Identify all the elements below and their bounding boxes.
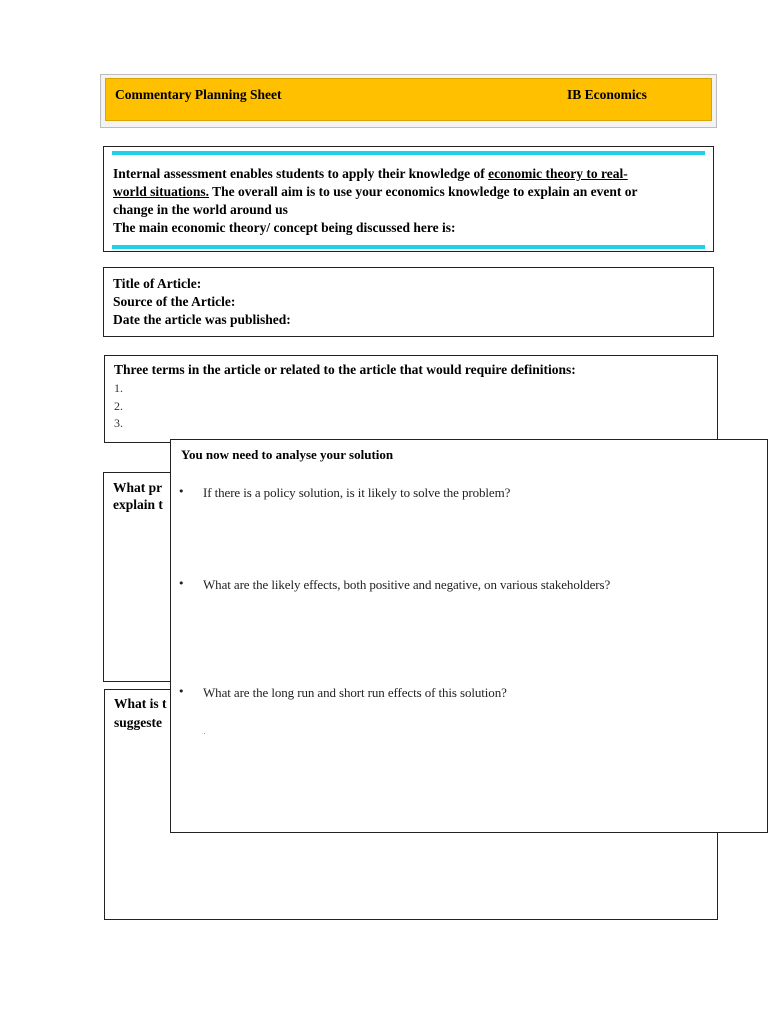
intro-box	[103, 146, 714, 252]
term-number-1: 1.	[114, 381, 123, 395]
bullet-dot-icon: •	[178, 485, 185, 498]
analysis-title: You now need to analyse your solution	[181, 447, 394, 462]
intro-line1-underlined: economic theory to real-	[488, 166, 628, 181]
article-title-label: Title of Article:	[113, 276, 202, 291]
bottom-cyan-rule	[112, 245, 705, 249]
intro-line2-underlined: world situations.	[113, 184, 210, 199]
article-box	[103, 267, 714, 337]
top-cyan-rule	[112, 151, 705, 155]
solution-heading-line1: What is t	[114, 696, 167, 711]
intro-line3: change in the world around us	[113, 202, 288, 217]
analysis-bullet-stakeholders: • What are the likely effects, both positive and negative, on various stakeholders?	[178, 577, 611, 592]
analysis-box	[170, 439, 768, 833]
intro-line2-plain: The overall aim is to use your economics knowledge to explain an event or	[209, 184, 638, 199]
term-number-2: 2.	[114, 399, 123, 413]
solution-heading-line2: suggeste	[114, 715, 162, 730]
article-date-label: Date the article was published:	[113, 312, 291, 327]
intro-text	[113, 165, 705, 237]
header-frame	[100, 74, 717, 128]
problem-heading-line1: What pr	[113, 480, 163, 495]
bullet-dot-icon: •	[178, 577, 185, 590]
intro-line1-plain: Internal assessment enables students to apply their knowledge of	[113, 166, 489, 181]
header-bar	[105, 78, 712, 121]
stray-mark	[204, 733, 205, 734]
course-label: IB Economics	[567, 87, 647, 102]
theory-prompt: The main economic theory/ concept being discussed here is:	[113, 220, 456, 235]
terms-box	[104, 355, 718, 443]
term-number-3: 3.	[114, 416, 123, 430]
terms-heading: Three terms in the article or related to the article that would require definitions:	[114, 362, 576, 377]
problem-heading-line2: explain t	[113, 497, 163, 512]
sheet-title: Commentary Planning Sheet	[115, 87, 282, 102]
bullet-dot-icon: •	[178, 685, 185, 698]
analysis-bullet-policy: • If there is a policy solution, is it likely to solve the problem?	[178, 485, 511, 500]
article-source-label: Source of the Article:	[113, 294, 236, 309]
analysis-bullet-run-effects: • What are the long run and short run effects of this solution?	[178, 685, 507, 700]
